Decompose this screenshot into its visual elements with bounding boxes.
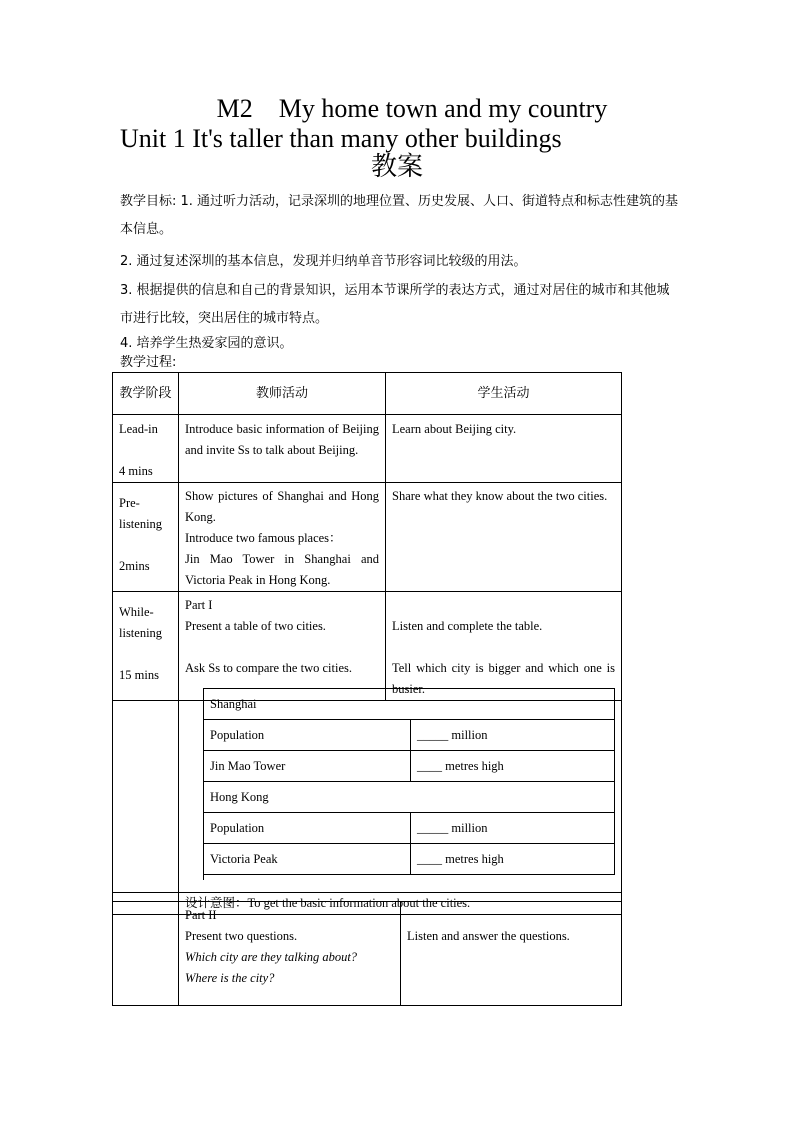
- objective-4: 4. 培养学生热爱家园的意识。: [120, 336, 293, 351]
- table-row: [204, 720, 615, 751]
- teacher-activity: Present two questions.: [185, 929, 298, 943]
- inner-table-left-border: [178, 688, 204, 880]
- title-line-2: Unit 1 It's taller than many other buildings: [120, 124, 562, 153]
- design-intent: 设计意图：To get the basic information about the cities.: [179, 893, 622, 915]
- teacher-activity: Jin Mao Tower in Shanghai and Victoria Peak in Hong Kong.: [185, 552, 379, 587]
- stage-label: While-listening: [119, 605, 163, 640]
- field-blank: ____ metres high: [411, 844, 615, 875]
- stage-time: 15 mins: [119, 668, 159, 682]
- process-label: 教学过程:: [120, 355, 177, 370]
- header-teacher: 教师活动: [179, 373, 386, 415]
- table-row: [113, 483, 622, 592]
- field-blank: _____ million: [411, 720, 615, 751]
- title-line-1: M2 My home town and my country: [216, 94, 608, 123]
- student-activity: Share what they know about the two cities.: [386, 483, 622, 592]
- field-label: Victoria Peak: [204, 844, 411, 875]
- part-label: Part II: [185, 908, 217, 922]
- header-student: 学生活动: [386, 373, 622, 415]
- part-label: Part I: [185, 598, 213, 612]
- table-row: [113, 415, 622, 483]
- city-name: Hong Kong: [204, 782, 615, 813]
- field-blank: ____ metres high: [411, 751, 615, 782]
- title-line-3: 教案: [370, 152, 423, 182]
- table-row: [204, 813, 615, 844]
- table-row: [204, 782, 615, 813]
- table-header-row: [113, 373, 622, 415]
- teacher-activity: Introduce two famous places：: [185, 531, 342, 545]
- field-label: Population: [204, 813, 411, 844]
- stage-label: Lead-in: [119, 422, 158, 436]
- field-blank: _____ million: [411, 813, 615, 844]
- table-row: [204, 689, 615, 720]
- teacher-activity: Ask Ss to compare the two cities.: [185, 661, 352, 675]
- stage-label: Pre-listening: [119, 496, 163, 531]
- teacher-activity: Show pictures of Shanghai and Hong Kong.: [185, 489, 379, 524]
- teacher-activity: Present a table of two cities.: [185, 619, 326, 633]
- table-row: [204, 751, 615, 782]
- field-label: Population: [204, 720, 411, 751]
- city-name: Shanghai: [204, 689, 615, 720]
- teacher-activity: Introduce basic information of Beijing and invite Ss to talk about Beijing.: [179, 415, 386, 483]
- student-activity: Tell which city is bigger and which one is busier.: [392, 661, 615, 696]
- objective-3: 3. 根据提供的信息和自己的背景知识，运用本节课所学的表达方式，通过对居住的城市和其他城市进行比较，突出居住的城市特点。: [120, 283, 670, 326]
- objective-2: 2. 通过复述深圳的基本信息，发现并归纳单音节形容词比较级的用法。: [120, 254, 527, 269]
- student-activity: Learn about Beijing city.: [386, 415, 622, 483]
- cities-table: [203, 688, 615, 875]
- field-label: Jin Mao Tower: [204, 751, 411, 782]
- stage-time: 4 mins: [119, 464, 153, 478]
- table-row: [113, 592, 622, 701]
- student-activity: Listen and complete the table.: [392, 619, 543, 633]
- student-activity: Listen and answer the questions.: [401, 902, 622, 1006]
- objective-1: 教学目标: 1. 通过听力活动，记录深圳的地理位置、历史发展、人口、街道特点和标志性建筑的基本信息。: [120, 194, 679, 237]
- table-row: [113, 902, 622, 1006]
- table-row: [204, 844, 615, 875]
- part-two-table: [112, 901, 622, 1006]
- question-1: Which city are they talking about?: [185, 950, 358, 964]
- question-2: Where is the city?: [185, 971, 275, 985]
- header-stage: 教学阶段: [113, 373, 179, 415]
- stage-time: 2mins: [119, 559, 150, 573]
